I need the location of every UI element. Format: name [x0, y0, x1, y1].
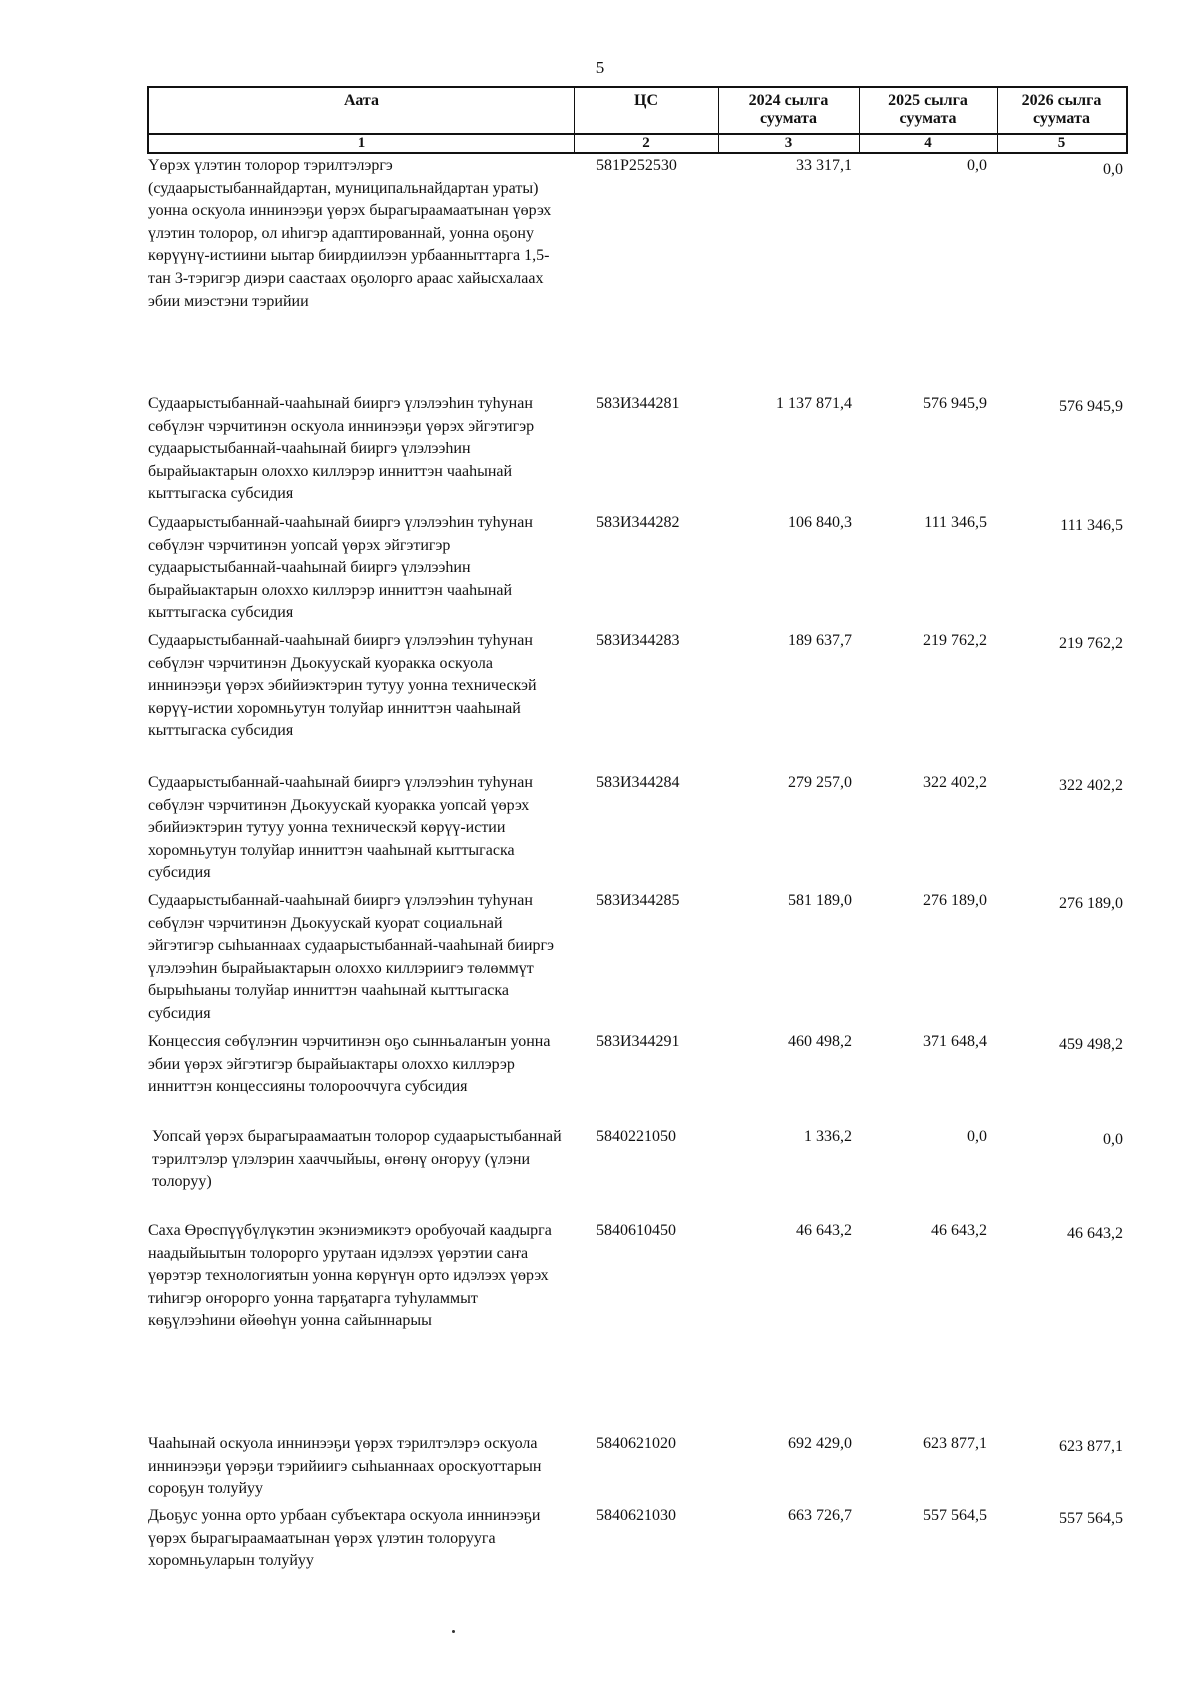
- row-name: Судаарыстыбаннай-чааһынай бииргэ үлэлээһин туһунан сөбүлэҥ чэрчитинэн Дьокуускай куорат социальнай эйгэтигэр сыһыаннаах судаарыстыбаннай-чааһынай бииргэ үлэлээһин бырайыактарын олоххо киллэриигэ төлөммүт бырыһыаны толуйар инниттэн чааһынай кыттыгаска субсидия: [148, 892, 554, 1022]
- row-value-2024: 33 317,1: [796, 157, 852, 174]
- row-code: 583И344291: [596, 1033, 680, 1050]
- row-code: 5840621030: [596, 1507, 676, 1524]
- row-value-2026: 459 498,2: [1059, 1036, 1123, 1053]
- column-number: 2: [642, 135, 650, 151]
- header-2025: 2025 сылга суумата: [888, 92, 968, 127]
- row-name: Чааһынай оскуола иннинээҕи үөрэх тэрилтэлэрэ оскуола иннинээҕи үөрэҕи тэрийиигэ сыһыаннаах ороскуоттарын сороҕун толуйуу: [148, 1435, 542, 1498]
- row-value-2025: 623 877,1: [923, 1435, 987, 1452]
- column-number: 3: [784, 135, 793, 151]
- row-value-2025: 371 648,4: [923, 1033, 987, 1050]
- row-value-2026: 557 564,5: [1059, 1510, 1123, 1527]
- stray-mark: [452, 1630, 455, 1633]
- row-value-2026: 111 346,5: [1060, 517, 1123, 534]
- row-value-2025: 0,0: [967, 1128, 987, 1145]
- row-value-2025: 557 564,5: [923, 1507, 987, 1524]
- column-divider: [574, 88, 575, 152]
- header-2026: 2026 сылга суумата: [1021, 92, 1102, 127]
- row-value-2026: 276 189,0: [1059, 895, 1123, 912]
- row-value-2024: 581 189,0: [788, 892, 852, 909]
- header-code: ЦС: [634, 92, 658, 109]
- row-code: 5840221050: [596, 1128, 676, 1145]
- column-number: 5: [1057, 135, 1066, 151]
- table-header: [147, 86, 1128, 154]
- row-value-2026: 0,0: [1103, 161, 1123, 178]
- row-value-2024: 279 257,0: [788, 774, 852, 791]
- row-value-2025: 219 762,2: [923, 632, 987, 649]
- header-name: Аата: [344, 92, 379, 109]
- row-value-2024: 692 429,0: [788, 1435, 852, 1452]
- row-name: Концессия сөбүлэҥин чэрчитинэн оҕо сынньалаҥын уонна эбии үөрэх эйгэтигэр бырайыактары олоххо киллэрэр инниттэн концессияны толорооччуга субсидия: [148, 1033, 551, 1096]
- row-value-2025: 576 945,9: [923, 395, 987, 412]
- row-value-2024: 663 726,7: [788, 1507, 852, 1524]
- row-code: 5840610450: [596, 1222, 676, 1239]
- row-name: Дьоҕус уонна орто урбаан субъектара оскуола иннинээҕи үөрэх бырагыраамаатынан үөрэх үлэтин толорууга хоромньуларын толуйуу: [148, 1507, 541, 1570]
- column-divider: [718, 88, 719, 152]
- row-code: 581P252530: [596, 157, 677, 174]
- page-number: 5: [595, 58, 605, 77]
- row-value-2026: 576 945,9: [1059, 398, 1123, 415]
- row-name: Судаарыстыбаннай-чааһынай бииргэ үлэлээһин туһунан сөбүлэҥ чэрчитинэн Дьокуускай куоракка оскуола иннинээҕи үөрэх эбийиэктэрин тутуу уонна техническэй көрүү-истии хоромньутун толуйар инниттэн чааһынай кыттыгаска субсидия: [148, 632, 537, 740]
- header-2024: 2024 сылга суумата: [748, 92, 829, 127]
- column-divider: [859, 88, 860, 152]
- row-code: 583И344285: [596, 892, 680, 909]
- row-value-2026: 0,0: [1103, 1131, 1123, 1148]
- row-name: Судаарыстыбаннай-чааһынай бииргэ үлэлээһин туһунан сөбүлэҥ чэрчитинэн оскуола иннинээҕи үөрэх эйгэтигэр судаарыстыбаннай-чааһынай бииргэ үлэлээһин бырайыактарын олоххо киллэрэр инниттэн чааһынай кыттыгаска субсидия: [148, 395, 535, 503]
- row-code: 583И344282: [596, 514, 680, 531]
- row-name: Судаарыстыбаннай-чааһынай бииргэ үлэлээһин туһунан сөбүлэҥ чэрчитинэн Дьокуускай куоракка уопсай үөрэх эбийиэктэрин тутуу уонна техническэй көрүү-истии хоромньутун толуйар инниттэн чааһынай кыттыгаска субсидия: [148, 774, 533, 882]
- row-value-2025: 111 346,5: [924, 514, 987, 531]
- row-value-2024: 1 137 871,4: [776, 395, 852, 412]
- row-value-2026: 219 762,2: [1059, 635, 1123, 652]
- column-number: 1: [357, 135, 366, 151]
- row-code: 583И344284: [596, 774, 680, 791]
- row-value-2024: 189 637,7: [788, 632, 852, 649]
- row-value-2025: 276 189,0: [923, 892, 987, 909]
- row-name: Үөрэх үлэтин толорор тэрилтэлэргэ (судаарыстыбаннайдартан, муниципальнайдартан ураты) уонна оскуола иннинээҕи үөрэх бырагыраамаатынан үөрэх үлэтин толорор, ол иһигэр адаптированнай, уонна оҕону көрүүнү-истиини ыытар биирдиилээн урбаанныттарга 1,5-тан 3-тэригэр диэри саастаах оҕолорго араас хайысхалаах эбии миэстэни тэрийии: [148, 157, 552, 310]
- row-name: Уопсай үөрэх бырагыраамаатын толорор судаарыстыбаннай тэрилтэлэр үлэлэрин хааччыйыы, өҥөнү оҥоруу (үлэни толоруу): [152, 1128, 562, 1191]
- row-value-2024: 46 643,2: [796, 1222, 852, 1239]
- row-value-2024: 106 840,3: [788, 514, 852, 531]
- row-name: Саха Өрөспүүбүлүкэтин экэниэмикэтэ оробуочай каадырга наадыйыытын толорорго урутаан идэлээх үөрэтии саҥа үөрэтэр технологиятын уонна көрүҥүн орто идэлээх үөрэх тиһигэр оҥорорго уонна тарҕатарга туһуламмыт көҕүлээһини өйөөһүн уонна сайыннарыы: [148, 1222, 552, 1330]
- row-value-2026: 623 877,1: [1059, 1438, 1123, 1455]
- column-divider: [997, 88, 998, 152]
- row-value-2025: 322 402,2: [923, 774, 987, 791]
- row-value-2024: 460 498,2: [788, 1033, 852, 1050]
- row-value-2026: 46 643,2: [1067, 1225, 1123, 1242]
- row-code: 583И344281: [596, 395, 680, 412]
- row-name: Судаарыстыбаннай-чааһынай бииргэ үлэлээһин туһунан сөбүлэҥ чэрчитинэн уопсай үөрэх эйгэтигэр судаарыстыбаннай-чааһынай бииргэ үлэлээһин бырайыактарын олоххо киллэрэр инниттэн чааһынай кыттыгаска субсидия: [148, 514, 533, 622]
- row-value-2025: 46 643,2: [931, 1222, 987, 1239]
- row-value-2025: 0,0: [967, 157, 987, 174]
- column-number: 4: [924, 135, 932, 151]
- row-value-2026: 322 402,2: [1059, 777, 1123, 794]
- row-code: 583И344283: [596, 632, 680, 649]
- row-code: 5840621020: [596, 1435, 676, 1452]
- row-value-2024: 1 336,2: [804, 1128, 852, 1145]
